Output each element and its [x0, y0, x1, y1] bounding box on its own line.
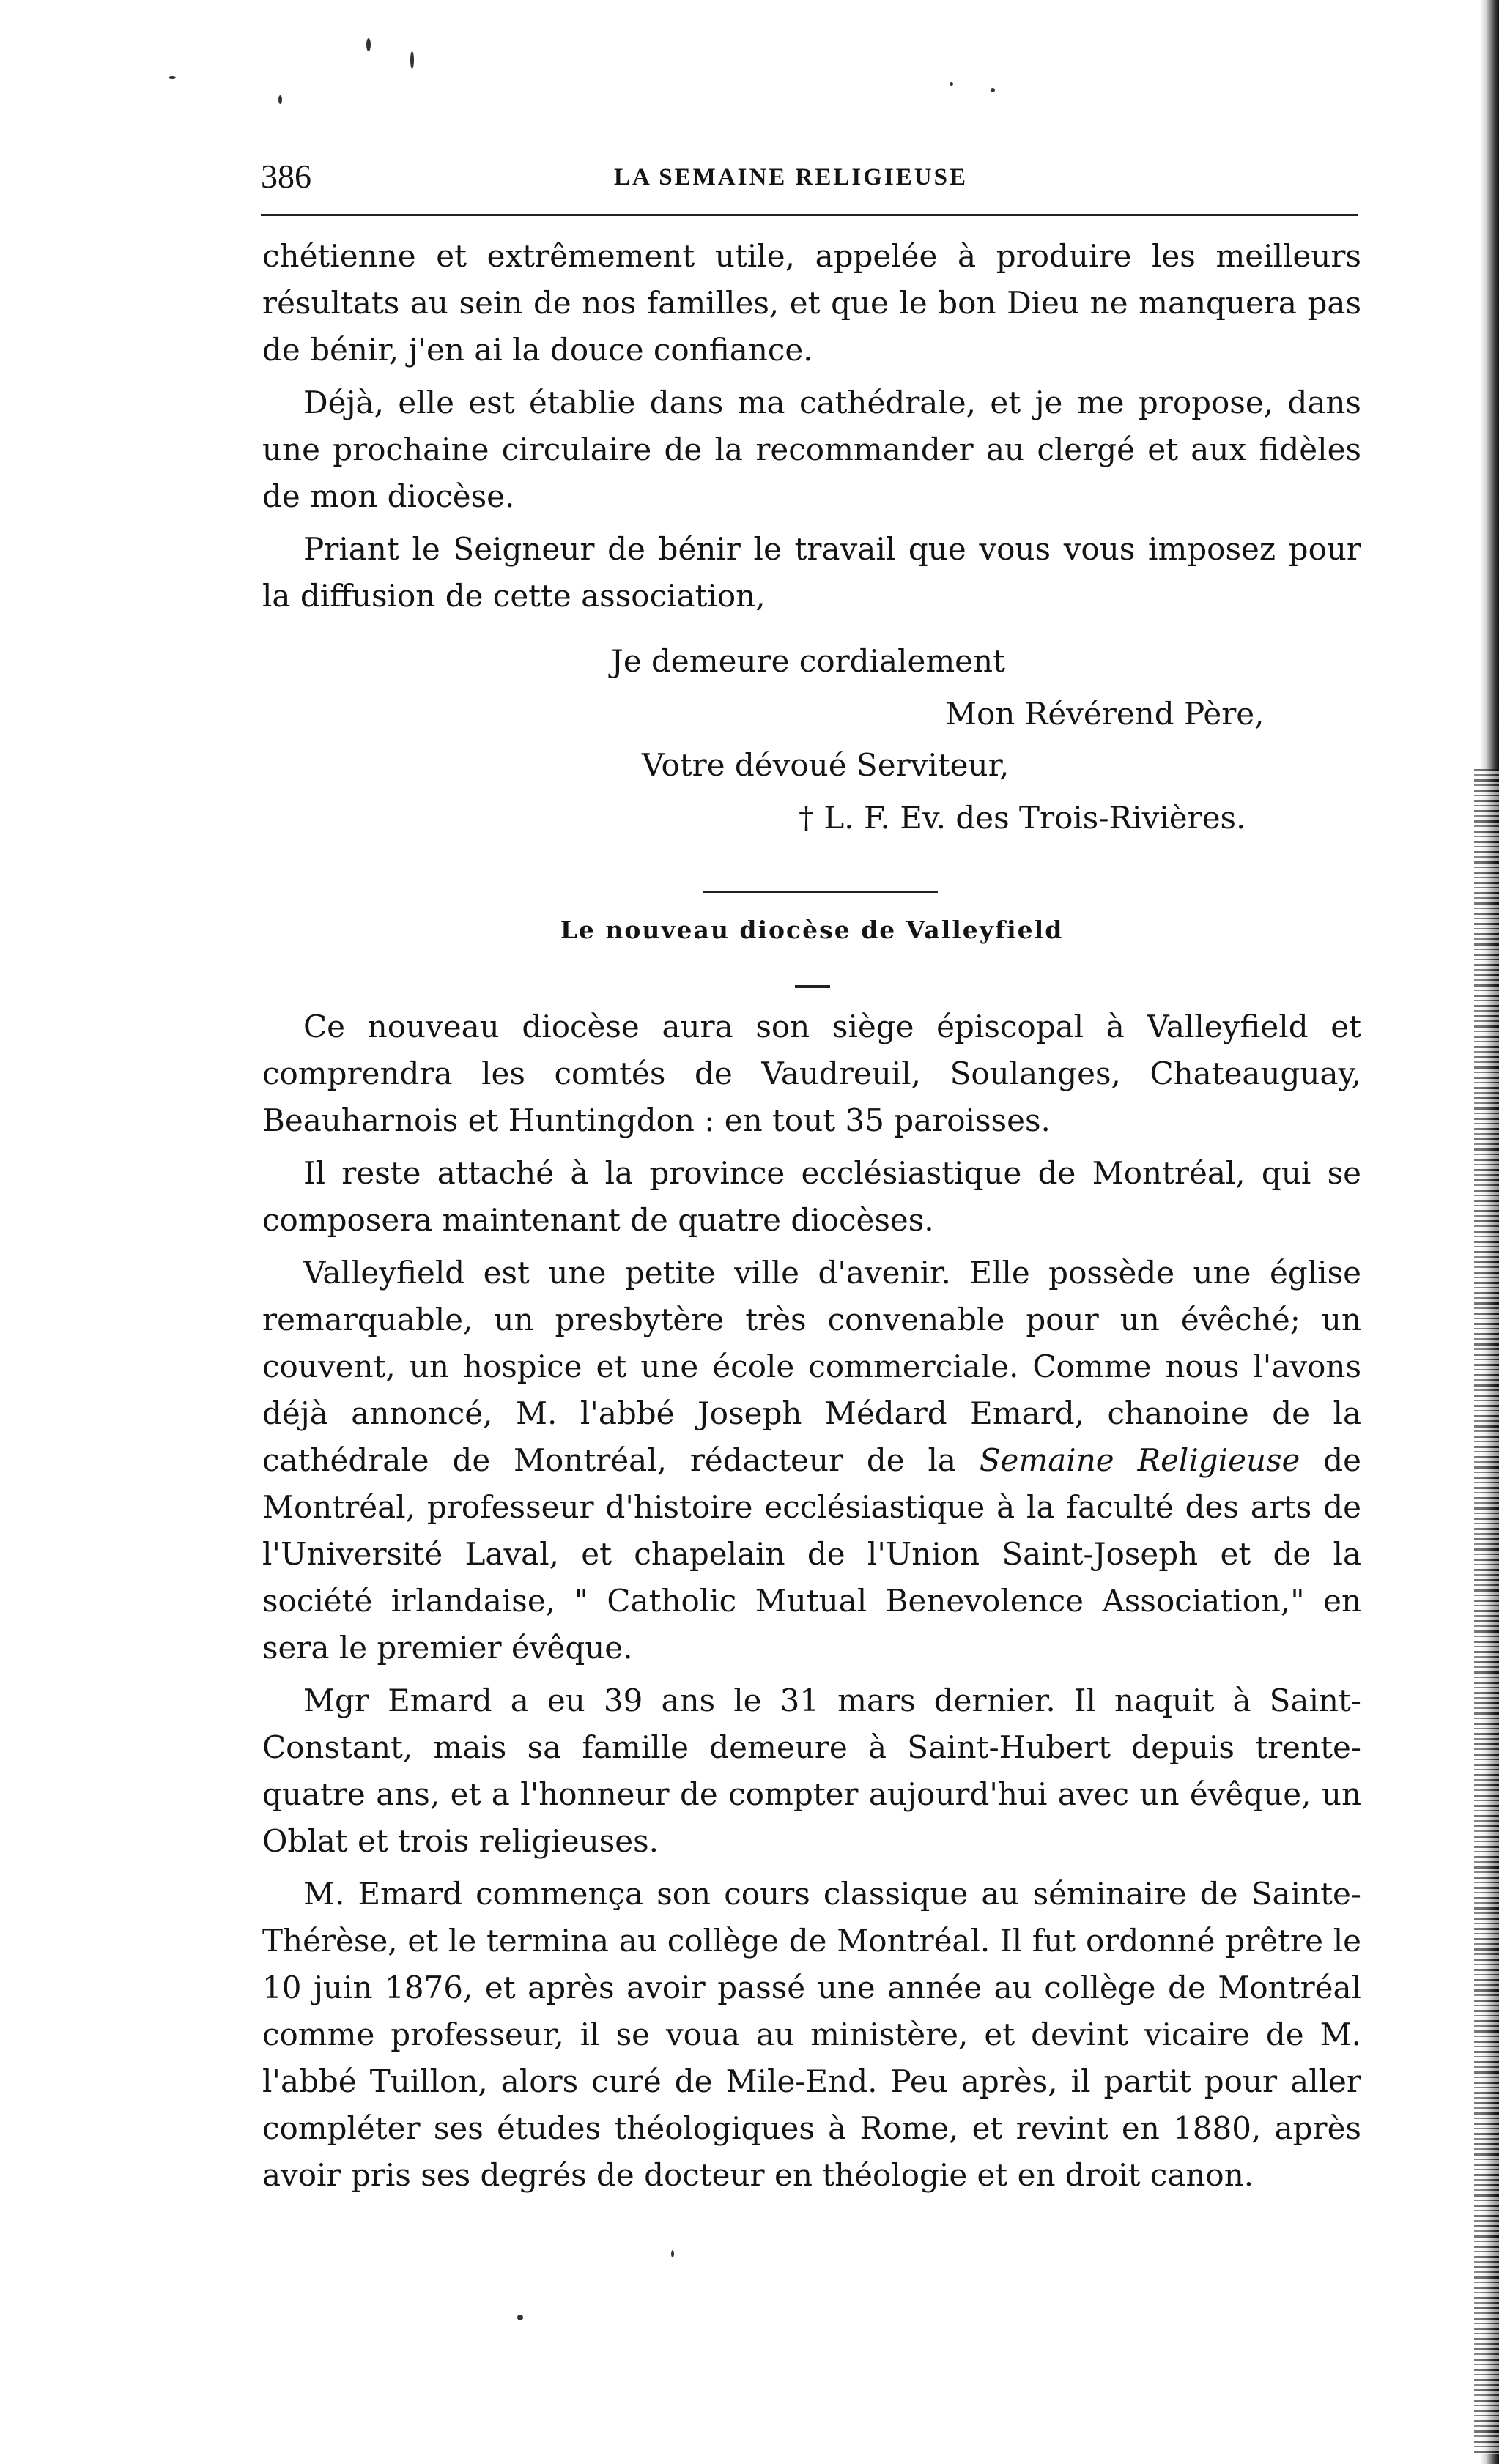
running-head-title: LA SEMAINE RELIGIEUSE: [614, 164, 968, 190]
title-underline: [795, 985, 830, 988]
section-separator: [703, 891, 938, 893]
signature-line: † L. F. Ev. des Trois-Rivières.: [799, 800, 1246, 836]
section-paragraph: Il reste attaché à la province ecclésiastique de Montréal, qui se composera maintenant de quatre diocèses.: [262, 1155, 1361, 1238]
scan-speck: [169, 76, 176, 79]
closing-line: Votre dévoué Serviteur,: [642, 747, 1010, 783]
section-body: [262, 1003, 1361, 2205]
scan-speck: [517, 2315, 523, 2320]
scan-speck: [671, 2250, 674, 2257]
section-paragraph: Mgr Emard a eu 39 ans le 31 mars dernier. Il naquit à Saint-Constant, mais sa famille demeure à Saint-Hubert depuis trente-quatre ans, et a l'honneur de compter aujourd'hui avec un évêque, un Oblat et trois religieuses.: [262, 1682, 1361, 1859]
paragraph-text: de Montréal, professeur d'histoire ecclésiastique à la faculté des arts de l'Université Laval, et chapelain de l'Union Saint-Joseph et de la société irlandaise, " Catholic Mutual Benevolence Association," en sera le premier évêque.: [262, 1442, 1361, 1666]
letter-paragraph: Priant le Seigneur de bénir le travail que vous vous imposez pour la diffusion de cette association,: [262, 531, 1361, 614]
italic-title: Semaine Religieuse: [979, 1442, 1300, 1478]
closing-line: Je demeure cordialement: [611, 643, 1005, 679]
scan-speck: [278, 95, 282, 104]
scan-speck: [950, 82, 953, 86]
closing-line: Mon Révérend Père,: [945, 696, 1265, 732]
paragraph-text: Valleyfield est une petite ville d'avenir. Elle possède une église remarquable, un presbytère très convenable pour un évêché; un couvent, un hospice et une école commerciale. Comme nous l'avons déjà annoncé, M. l'abbé Joseph Médard Emard, chanoine de la cathédrale de Montréal, rédacteur de la: [262, 1255, 1361, 1478]
letter-paragraph: chétienne et extrêmement utile, appelée à produire les meilleurs résultats au sein de nos familles, et que le bon Dieu ne manquera pas de bénir, j'en ai la douce confiance.: [262, 238, 1361, 368]
section-paragraph: Ce nouveau diocèse aura son siège épiscopal à Valleyfield et comprendra les comtés de Vaudreuil, Soulanges, Chateauguay, Beauharnois et Huntingdon : en tout 35 paroisses.: [262, 1009, 1361, 1138]
section-title: Le nouveau diocèse de Valleyfield: [560, 916, 1064, 944]
section-paragraph: [262, 1250, 1361, 1671]
header-rule: [261, 214, 1358, 216]
scan-speck: [410, 51, 414, 69]
running-head: [261, 157, 1360, 201]
binding-edge-noise: [1474, 769, 1499, 2454]
scan-speck: [366, 38, 371, 51]
scan-speck: [991, 88, 995, 92]
page-number: 386: [261, 157, 311, 195]
letter-body: [262, 233, 1361, 626]
section-paragraph: M. Emard commença son cours classique au séminaire de Sainte-Thérèse, et le termina au collège de Montréal. Il fut ordonné prêtre le 10 juin 1876, et après avoir passé une année au collège de Montréal comme professeur, il se voua au ministère, et devint vicaire de M. l'abbé Tuillon, alors curé de Mile-End. Peu après, il partit pour aller compléter ses études théologiques à Rome, et revint en 1880, après avoir pris ses degrés de docteur en théologie et en droit canon.: [262, 1876, 1361, 2193]
letter-paragraph: Déjà, elle est établie dans ma cathédrale, et je me propose, dans une prochaine circulaire de la recommander au clergé et aux fidèles de mon diocèse.: [262, 385, 1361, 514]
